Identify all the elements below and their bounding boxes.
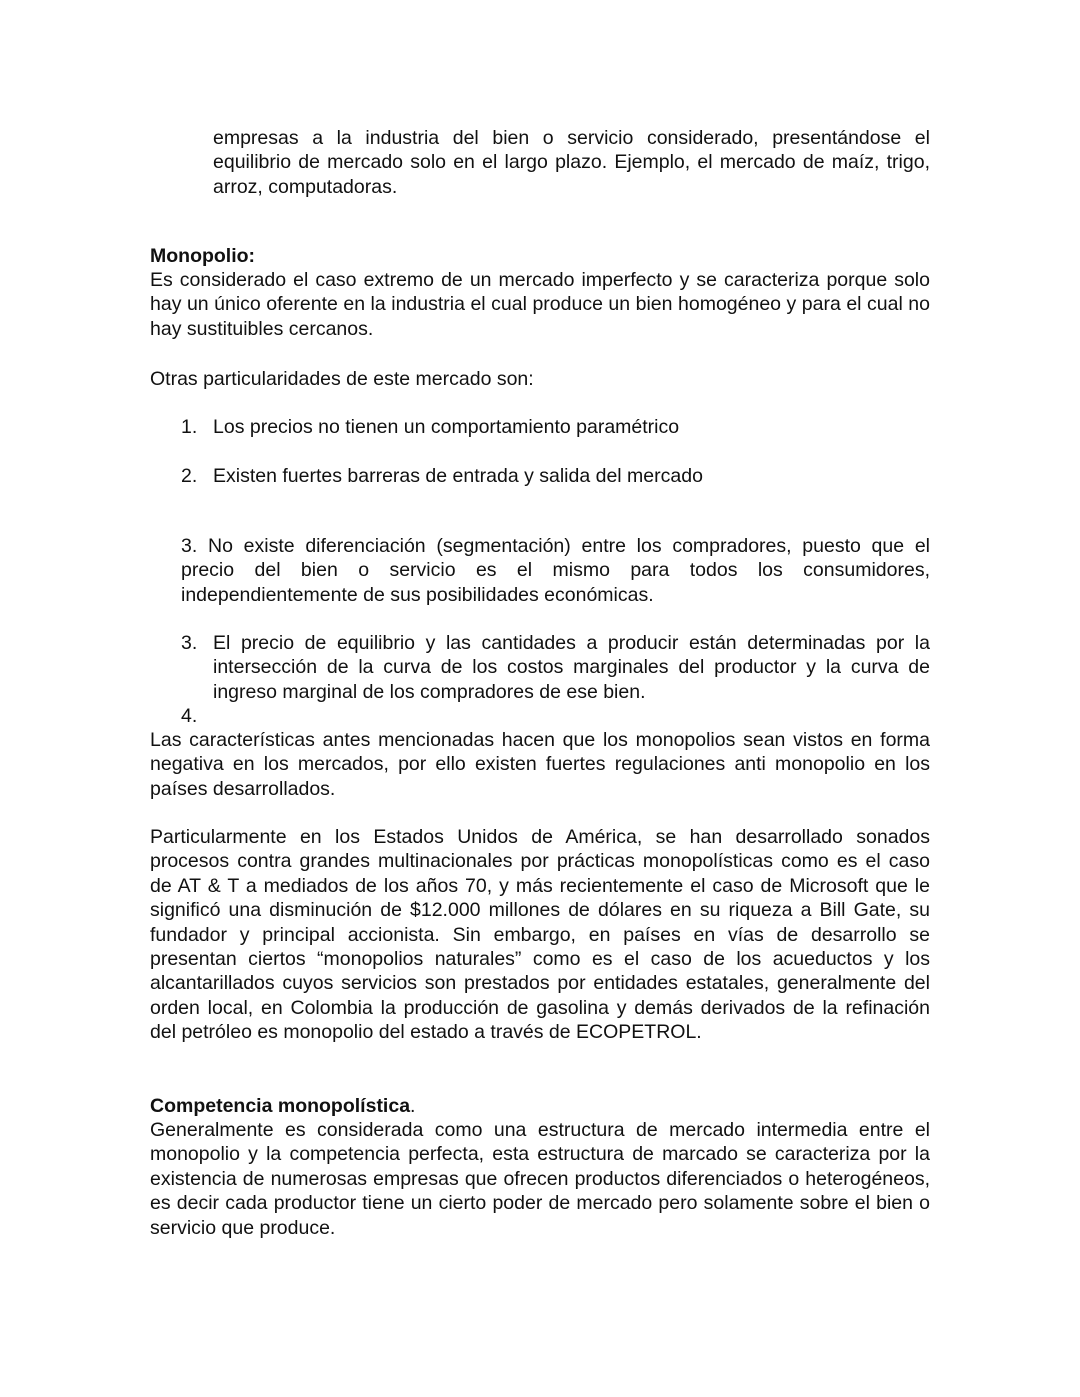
list-item-number: 2. — [181, 465, 198, 487]
list-item-number: 3. — [181, 632, 198, 654]
competencia-heading: Competencia monopolística — [150, 1095, 411, 1117]
list-item-number: 3. — [181, 535, 198, 557]
monopolio-heading: Monopolio: — [150, 245, 256, 267]
list-item-3-paragraph — [181, 534, 930, 607]
monopolio-definition: Es considerado el caso extremo de un mercado imperfecto y se caracteriza porque solo hay un único oferente en la industria el cual produce un bien homogéneo y para el cual no hay sustituibles cercanos. — [150, 269, 930, 340]
list-item-text: Los precios no tienen un comportamiento paramétrico — [213, 416, 680, 438]
list-item-text: Existen fuertes barreras de entrada y salida del mercado — [213, 465, 703, 487]
list-item-text: El precio de equilibrio y las cantidades a producir están determinadas por la intersección de la curva de los costos marginales del productor y la curva de ingreso marginal de los compradores de ese bien. — [213, 632, 930, 703]
competencia-definition: Generalmente es considerada como una estructura de mercado intermedia entre el monopolio y la competencia perfecta, esta estructura de marcado se caracteriza por la existencia de numerosas empresas que ofrecen productos diferenciados o heterogéneos, es decir cada productor tiene un cierto poder de mercado pero solamente sobre el bien o servicio que produce. — [150, 1119, 930, 1239]
conclusion-paragraph: Las características antes mencionadas hacen que los monopolios sean vistos en forma negativa en los mercados, por ello existen fuertes regulaciones anti monopolio en los países desarrollados. — [150, 729, 930, 800]
list-item-number: 4. — [181, 705, 198, 727]
examples-paragraph: Particularmente en los Estados Unidos de América, se han desarrollado sonados procesos contra grandes multinacionales por prácticas monopolísticas como es el caso de AT & T a mediados de los años 70, y más recientemente el caso de Microsoft que le significó una disminución de $12.000 millones de dólares en su riqueza a Bill Gate, su fundador y principal accionista. Sin embargo, en países en vías de desarrollo se presentan ciertos “monopolios naturales” como es el caso de los acueductos y los alcantarillados cuyos servicios son prestados por entidades estatales, generalmente del orden local, en Colombia la producción de gasolina y demás derivados de la refinación del petróleo es monopolio del estado a través de ECOPETROL. — [150, 826, 930, 1044]
list-item-text: No existe diferenciación (segmentación) entre los compradores, puesto que el precio del bien o servicio es el mismo para todos los consumidores, independientemente de sus posibilidades económicas. — [181, 535, 930, 606]
list-intro: Otras particularidades de este mercado son: — [150, 368, 534, 390]
intro-continuation-paragraph: empresas a la industria del bien o servicio considerado, presentándose el equilibrio de mercado solo en el largo plazo. Ejemplo, el mercado de maíz, trigo, arroz, computadoras. — [213, 127, 930, 198]
heading-period: . — [410, 1095, 416, 1117]
list-item-number: 1. — [181, 416, 198, 438]
competencia-heading-line — [150, 1094, 930, 1118]
